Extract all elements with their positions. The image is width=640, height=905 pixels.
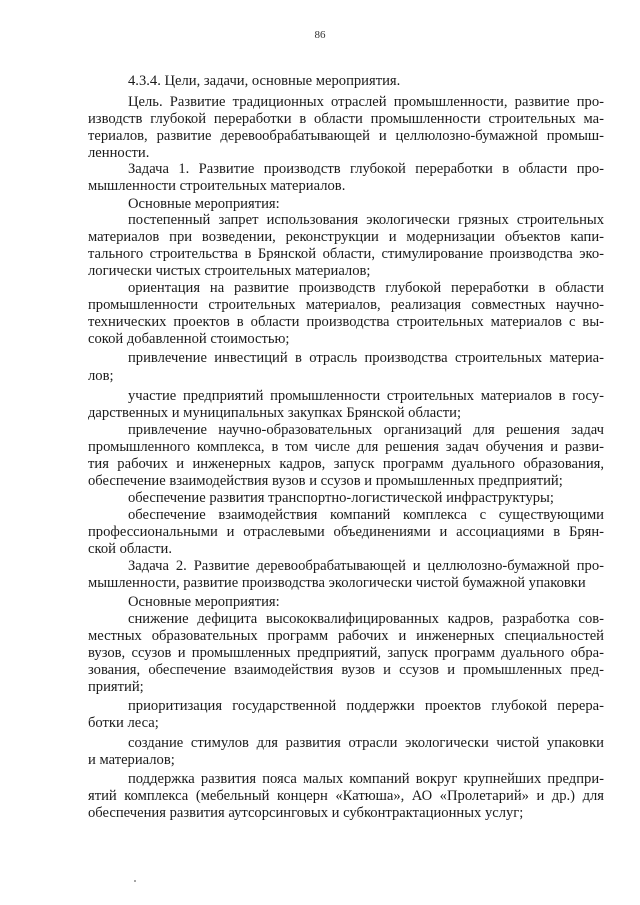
paragraph-line: Цель. Развитие традиционных отраслей промышленности, развитие про- [128, 94, 604, 110]
paragraph-line: создание стимулов для развития отрасли экологически чистой упаковки [128, 735, 604, 751]
paragraph-line: приятий; [88, 679, 144, 695]
paragraph-line: ориентация на развитие производств глубокой переработки в области [128, 280, 604, 296]
paragraph-line: поддержка развития пояса малых компаний вокруг крупнейших предпри- [128, 771, 604, 787]
paragraph-line: приоритизация государственной поддержки проектов глубокой перера- [128, 698, 604, 714]
paragraph-line: постепенный запрет использования экологически грязных строительных [128, 212, 604, 228]
subheading-line: Основные мероприятия: [128, 594, 280, 610]
paragraph-line: обеспечение взаимодействия вузов и ссузов и промышленных предприятий; [88, 473, 563, 489]
paragraph-line: сокой добавленной стоимостью; [88, 331, 290, 347]
paragraph-line: привлечение научно-образовательных организаций для решения задач [128, 422, 604, 438]
paragraph-line: обеспечение взаимодействия компаний комплекса с существующими [128, 507, 604, 523]
paragraph-line: и материалов; [88, 752, 175, 768]
paragraph-line: териалов, развитие деревообрабатывающей и целлюлозно-бумажной промыш- [88, 128, 604, 144]
section-heading: 4.3.4. Цели, задачи, основные мероприятия. [128, 73, 401, 89]
paragraph-line: вузов, ссузов и промышленных предприятий, запуск программ дуального обра- [88, 645, 604, 661]
paragraph-line: изводств глубокой переработки в области промышленности строительных ма- [88, 111, 604, 127]
paragraph-line: лов; [88, 368, 114, 384]
paragraph-line: логически чистых строительных материалов; [88, 263, 371, 279]
paragraph-line: мышленности, развитие производства экологически чистой бумажной упаковки [88, 575, 586, 591]
paragraph-line: профессиональными и отраслевыми объединениями и ассоциациями в Брян- [88, 524, 604, 540]
subheading-line: Основные мероприятия: [128, 196, 280, 212]
paragraph-line: тия рабочих и инженерных кадров, запуск программ дуального образования, [88, 456, 604, 472]
paragraph-line: ботки леса; [88, 715, 159, 731]
paragraph-line: обеспечения развития аутсорсинговых и субконтрактационных услуг; [88, 805, 524, 821]
paragraph-line: снижение дефицита высококвалифицированных кадров, разработка сов- [128, 611, 604, 627]
paragraph-line: ятий комплекса (мебельный концерн «Катюша», АО «Пролетарий» и др.) для [88, 788, 604, 804]
paragraph-line: привлечение инвестиций в отрасль производства строительных материа- [128, 350, 604, 366]
paragraph-line: ленности. [88, 145, 150, 161]
paragraph-line: местных образовательных программ рабочих и инженерных специальностей [88, 628, 604, 644]
paragraph-line: ской области. [88, 541, 173, 557]
paragraph-line: материалов при возведении, реконструкции и модернизации объектов капи- [88, 229, 604, 245]
paragraph-line: промышленности строительных материалов, реализация совместных научно- [88, 297, 604, 313]
paragraph-line: дарственных и муниципальных закупках Брянской области; [88, 405, 461, 421]
paragraph-line: участие предприятий промышленности строительных материалов в госу- [128, 388, 604, 404]
paragraph-line: Задача 2. Развитие деревообрабатывающей и целлюлозно-бумажной про- [128, 558, 604, 574]
paragraph-line: промышленного комплекса, в том числе для решения задач обучения и разви- [88, 439, 604, 455]
page-number: 86 [314, 29, 326, 41]
paragraph-line: Задача 1. Развитие производств глубокой переработки в области про- [128, 161, 604, 177]
paragraph-line: зования, обеспечение взаимодействия вузов и ссузов и промышленных пред- [88, 662, 604, 678]
paragraph-line: технических проектов в области производства строительных материалов с вы- [88, 314, 604, 330]
scan-speck [134, 880, 136, 882]
paragraph-line: тального строительства в Брянской области, стимулирование производства эко- [88, 246, 604, 262]
paragraph-line: мышленности строительных материалов. [88, 178, 346, 194]
paragraph-line: обеспечение развития транспортно-логистической инфраструктуры; [128, 490, 554, 506]
